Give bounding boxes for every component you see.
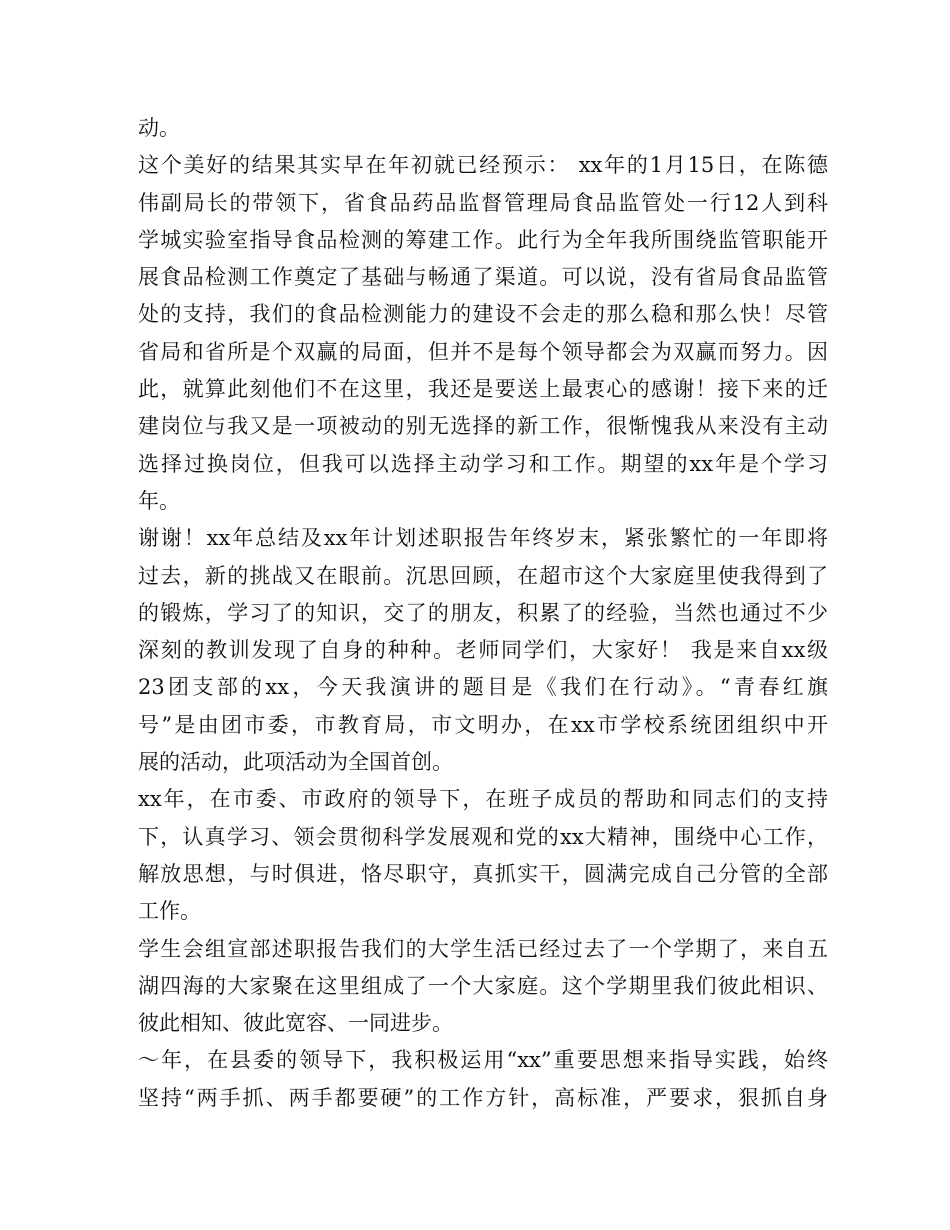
text-line: 解放思想，与时俱进，恪尽职守，真抓实干，圆满完成自己分管的全部: [138, 861, 828, 886]
text-line: 省局和省所是个双赢的局面，但并不是每个领导都会为双赢而努力。因: [138, 339, 828, 364]
text-line: 展食品检测工作奠定了基础与畅通了渠道。可以说，没有省局食品监管: [138, 265, 828, 290]
text-line: 伟副局长的带领下，省食品药品监督管理局食品监管处一行12人到科: [138, 190, 828, 215]
text-line: xx年，在市委、市政府的领导下，在班子成员的帮助和同志们的支持: [138, 787, 828, 812]
text-line: 此，就算此刻他们不在这里，我还是要送上最衷心的感谢！接下来的迁: [138, 377, 828, 402]
text-line: 过去，新的挑战又在眼前。沉思回顾，在超市这个大家庭里使我得到了: [138, 563, 828, 588]
text-line: 动。: [138, 116, 180, 140]
text-line: 建岗位与我又是一项被动的别无选择的新工作，很惭愧我从来没有主动: [138, 414, 828, 439]
text-line: 这个美好的结果其实早在年初就已经预示： xx年的1月15日，在陈德: [138, 153, 828, 178]
text-line: 处的支持，我们的食品检测能力的建设不会走的那么稳和那么快！尽管: [138, 302, 828, 327]
text-line: 展的活动，此项活动为全国首创。: [138, 750, 453, 775]
text-line: 工作。: [138, 899, 201, 924]
text-line: 坚持“两手抓、两手都要硬”的工作方针，高标准，严要求，狠抓自身: [138, 1085, 828, 1110]
text-line: 彼此相知、彼此宽容、一同进步。: [138, 1011, 453, 1036]
text-line: 的锻炼，学习了的知识，交了的朋友，积累了的经验，当然也通过不少: [138, 600, 828, 625]
text-line: 湖四海的大家聚在这里组成了一个大家庭。这个学期里我们彼此相识、: [138, 973, 828, 998]
text-line: 选择过换岗位，但我可以选择主动学习和工作。期望的xx年是个学习: [138, 451, 828, 476]
text-line: 学城实验室指导食品检测的筹建工作。此行为全年我所围绕监管职能开: [138, 227, 828, 252]
document-body: [138, 110, 828, 1117]
text-line: 号”是由团市委，市教育局，市文明办，在xx市学校系统团组织中开: [138, 712, 828, 737]
text-line: 23团支部的xx，今天我演讲的题目是《我们在行动》。“青春红旗: [138, 675, 828, 700]
text-line: 年。: [138, 488, 180, 513]
text-line: 深刻的教训发现了自身的种种。老师同学们，大家好！ 我是来自xx级: [138, 638, 828, 663]
text-line: 下，认真学习、领会贯彻科学发展观和党的xx大精神，围绕中心工作，: [138, 824, 828, 849]
text-line: 学生会组宣部述职报告我们的大学生活已经过去了一个学期了，来自五: [138, 936, 828, 961]
text-line: 谢谢！xx年总结及xx年计划述职报告年终岁末，紧张繁忙的一年即将: [138, 526, 828, 551]
text-line: ～年，在县委的领导下，我积极运用“xx”重要思想来指导实践，始终: [138, 1048, 828, 1073]
